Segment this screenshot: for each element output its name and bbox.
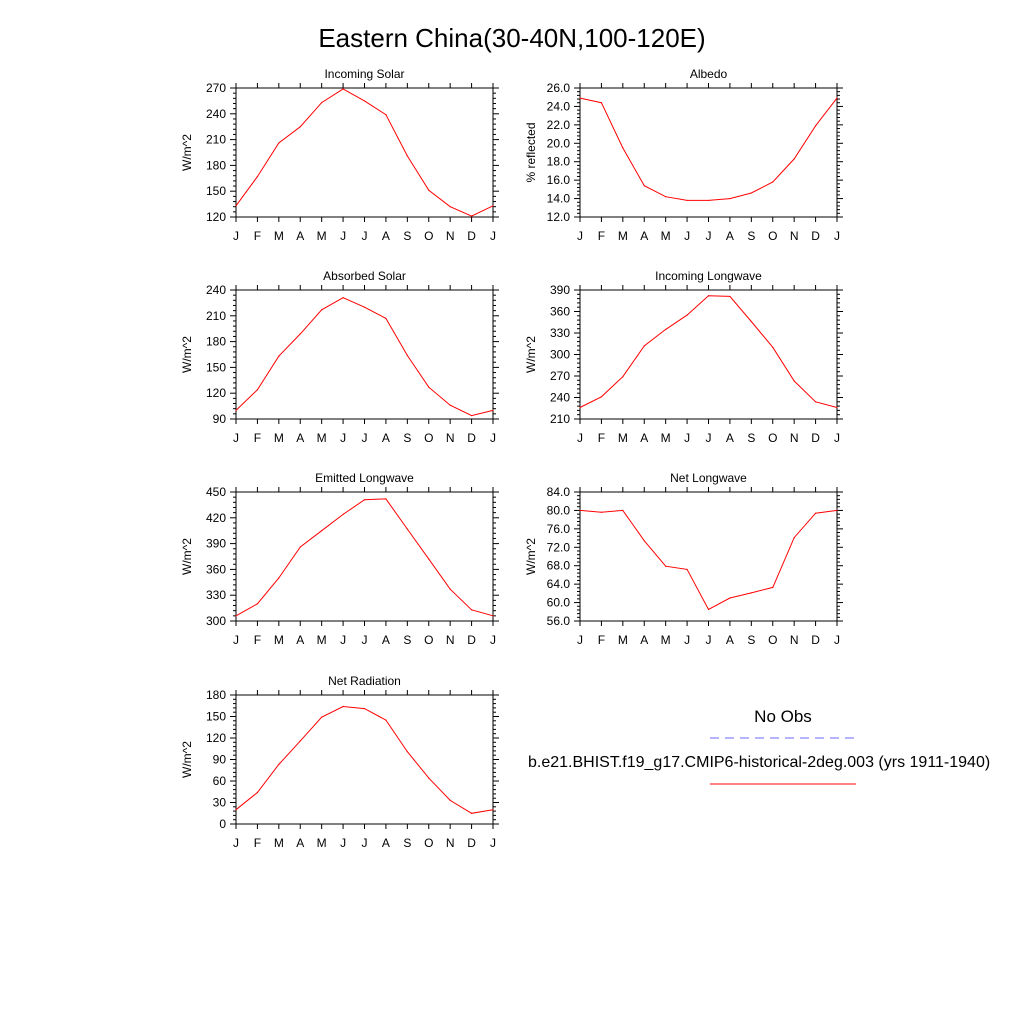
data-point [428,558,429,559]
x-tick-label: J [684,431,691,445]
series-line [236,499,493,616]
data-point [601,396,602,397]
data-point [579,98,580,99]
y-tick-label: 270 [205,81,226,95]
x-tick-label: J [361,633,368,647]
data-point [364,100,365,101]
x-tick-label: M [316,836,327,850]
x-tick-label: J [684,229,691,243]
x-tick-label: D [811,229,820,243]
data-point [300,333,301,334]
data-point [342,706,343,707]
data-point [235,615,236,616]
data-point [686,569,687,570]
y-tick-label: 180 [205,158,226,173]
y-tick-label: 360 [549,304,570,319]
panel-title: Absorbed Solar [323,269,406,283]
data-point [407,155,408,156]
x-tick-label: D [467,633,476,647]
x-tick-label: F [253,431,262,445]
x-tick-label: F [253,836,262,850]
x-tick-label: D [811,633,820,647]
x-tick-label: D [467,431,476,445]
data-point [364,708,365,709]
data-point [492,809,493,810]
data-point [471,415,472,416]
x-tick-label: M [273,229,284,243]
x-tick-label: J [490,431,496,445]
x-tick-label: F [253,633,262,647]
x-tick-label: O [768,633,778,647]
data-point [342,297,343,298]
data-point [751,592,752,593]
x-tick-label: M [316,633,327,647]
y-tick-label: 450 [205,485,226,499]
data-point [278,764,279,765]
y-tick-label: 150 [205,360,226,375]
y-tick-label: 60.0 [546,595,570,610]
x-tick-label: F [597,229,606,243]
data-point [492,410,493,411]
x-tick-label: A [381,431,390,445]
x-tick-label: A [725,431,734,445]
x-tick-label: J [340,229,347,243]
data-point [407,751,408,752]
data-point [450,405,451,406]
x-tick-label: J [361,836,368,850]
plot-frame [236,290,493,419]
data-point [257,792,258,793]
data-point [836,510,837,511]
data-point [492,205,493,206]
y-tick-label: 16.0 [546,173,570,188]
x-tick-label: O [424,431,434,445]
data-point [471,216,472,217]
x-tick-label: A [381,633,390,647]
data-point [729,597,730,598]
data-point [815,513,816,514]
panel-title: Incoming Solar [324,67,405,81]
legend-obs-label: No Obs [754,707,812,726]
y-tick-label: 270 [549,369,570,383]
data-point [342,514,343,515]
x-tick-label: N [445,836,455,850]
x-tick-label: N [789,431,799,445]
data-point [321,309,322,310]
data-point [601,102,602,103]
x-tick-label: J [361,229,368,243]
panel-title: Albedo [689,67,728,81]
series-line [580,296,837,408]
data-point [300,546,301,547]
x-tick-label: M [660,229,671,243]
y-tick-label: 330 [205,588,226,603]
x-tick-label: M [273,836,284,850]
panel-7 [180,674,499,850]
data-point [772,181,773,182]
panel-1 [180,67,499,243]
x-tick-label: F [253,229,262,243]
y-tick-label: 210 [205,308,226,323]
plot-frame [580,492,837,621]
y-tick-label: 20.0 [546,136,570,151]
data-point [708,200,709,201]
y-tick-label: 330 [549,326,570,340]
x-tick-label: A [296,836,305,850]
panel-4 [524,269,843,445]
panel-title: Net Radiation [328,674,401,688]
y-tick-label: 420 [205,510,226,525]
y-tick-label: 300 [549,347,570,362]
data-point [622,147,623,148]
y-tick-label: 84.0 [546,485,570,499]
y-tick-label: 120 [205,731,226,745]
panel-6 [524,471,843,647]
x-tick-label: J [490,229,496,243]
x-tick-label: A [725,229,734,243]
data-point [278,142,279,143]
data-point [407,355,408,356]
x-tick-label: D [467,836,476,850]
data-point [665,566,666,567]
data-point [450,206,451,207]
y-tick-label: 150 [205,709,226,724]
data-point [407,528,408,529]
x-tick-label: A [296,229,305,243]
y-axis-label: W/m^2 [524,538,538,575]
data-point [644,540,645,541]
panel-title: Incoming Longwave [655,269,762,283]
figure-title: Eastern China(30-40N,100-120E) [318,23,706,53]
x-tick-label: N [445,431,455,445]
data-point [686,200,687,201]
x-tick-label: A [296,633,305,647]
x-tick-label: A [296,431,305,445]
data-point [794,537,795,538]
data-point [708,295,709,296]
x-tick-label: J [490,836,496,850]
x-tick-label: J [834,431,840,445]
x-tick-label: S [747,633,756,647]
panel-title: Emitted Longwave [315,471,414,485]
series-line [236,89,493,216]
x-tick-label: J [233,836,239,850]
y-tick-label: 26.0 [546,81,570,95]
y-axis-label: W/m^2 [180,538,194,575]
data-point [772,347,773,348]
x-tick-label: M [617,229,628,243]
y-tick-label: 240 [205,283,226,297]
x-tick-label: J [233,229,239,243]
x-tick-label: J [834,633,840,647]
y-tick-label: 30 [212,795,226,810]
y-tick-label: 120 [205,210,226,224]
y-tick-label: 64.0 [546,577,570,592]
y-tick-label: 390 [549,283,570,297]
data-point [644,345,645,346]
data-point [385,719,386,720]
y-tick-label: 90 [212,752,226,767]
data-point [385,114,386,115]
panel-title: Net Longwave [670,471,747,485]
x-tick-label: M [273,633,284,647]
x-tick-label: F [597,633,606,647]
data-point [385,318,386,319]
x-tick-label: A [381,229,390,243]
plot-frame [236,88,493,217]
data-point [622,510,623,511]
x-tick-label: S [403,836,412,850]
data-point [364,499,365,500]
series-line [580,510,837,609]
y-tick-label: 210 [205,132,226,147]
data-point [471,813,472,814]
x-tick-label: J [834,229,840,243]
panel-5 [180,471,499,647]
x-tick-label: D [467,229,476,243]
data-point [751,321,752,322]
series-line [236,707,493,814]
x-tick-label: M [273,431,284,445]
x-tick-label: J [233,431,239,445]
x-tick-label: J [340,431,347,445]
y-tick-label: 80.0 [546,503,570,518]
y-tick-label: 360 [205,562,226,577]
data-point [729,198,730,199]
y-axis-label: W/m^2 [180,336,194,373]
data-point [278,577,279,578]
x-tick-label: N [789,633,799,647]
y-tick-label: 22.0 [546,117,570,132]
data-point [278,356,279,357]
y-tick-label: 180 [205,334,226,349]
data-point [321,717,322,718]
x-tick-label: M [660,431,671,445]
data-point [385,498,386,499]
x-tick-label: A [381,836,390,850]
x-tick-label: O [424,633,434,647]
panel-2 [524,67,843,243]
data-point [601,512,602,513]
data-point [751,192,752,193]
x-tick-label: M [316,229,327,243]
y-tick-label: 0 [219,817,226,831]
data-point [665,329,666,330]
data-point [450,800,451,801]
y-axis-label: W/m^2 [180,741,194,778]
data-point [257,176,258,177]
series-line [580,98,837,200]
data-point [579,407,580,408]
data-point [257,389,258,390]
x-tick-label: J [705,431,712,445]
data-point [836,407,837,408]
data-point [579,510,580,511]
x-tick-label: J [340,836,347,850]
x-tick-label: M [617,431,628,445]
y-tick-label: 240 [205,106,226,121]
data-point [450,589,451,590]
x-tick-label: F [597,431,606,445]
x-tick-label: S [403,229,412,243]
data-point [815,125,816,126]
data-point [772,587,773,588]
y-tick-label: 68.0 [546,558,570,573]
plot-frame [236,492,493,621]
x-tick-label: M [660,633,671,647]
y-axis-label: W/m^2 [524,336,538,373]
data-point [342,88,343,89]
series-line [236,298,493,416]
y-tick-label: 12.0 [546,210,570,224]
y-tick-label: 72.0 [546,540,570,555]
x-tick-label: J [340,633,347,647]
x-tick-label: N [789,229,799,243]
y-tick-label: 120 [205,386,226,401]
y-tick-label: 240 [549,390,570,405]
y-axis-label: % reflected [524,122,538,183]
y-tick-label: 60 [212,774,226,788]
data-point [471,609,472,610]
x-tick-label: A [640,633,649,647]
data-point [794,380,795,381]
data-point [321,102,322,103]
x-tick-label: S [403,431,412,445]
x-tick-label: D [811,431,820,445]
data-point [321,530,322,531]
panels [180,67,843,850]
y-tick-label: 90 [212,412,226,426]
y-tick-label: 180 [205,688,226,702]
panel-3 [180,269,499,445]
x-tick-label: J [233,633,239,647]
x-tick-label: S [403,633,412,647]
y-tick-label: 210 [549,412,570,426]
x-tick-label: M [617,633,628,647]
x-tick-label: S [747,229,756,243]
x-tick-label: J [361,431,368,445]
y-axis-label: W/m^2 [180,134,194,171]
plot-frame [580,290,837,419]
y-tick-label: 76.0 [546,521,570,536]
data-point [428,190,429,191]
legend [528,707,990,784]
x-tick-label: O [768,431,778,445]
x-tick-label: J [577,229,583,243]
x-tick-label: M [316,431,327,445]
x-tick-label: J [684,633,691,647]
x-tick-label: J [577,633,583,647]
data-point [235,410,236,411]
data-point [708,609,709,610]
data-point [300,740,301,741]
y-tick-label: 390 [205,536,226,551]
data-point [815,401,816,402]
y-tick-label: 18.0 [546,154,570,169]
x-tick-label: O [424,229,434,243]
data-point [235,205,236,206]
y-tick-label: 24.0 [546,99,570,114]
data-point [686,314,687,315]
x-tick-label: J [577,431,583,445]
x-tick-label: J [490,633,496,647]
data-point [794,158,795,159]
x-tick-label: N [445,229,455,243]
data-point [300,126,301,127]
data-point [836,98,837,99]
x-tick-label: J [705,229,712,243]
data-point [492,615,493,616]
y-tick-label: 14.0 [546,191,570,206]
data-point [364,307,365,308]
data-point [729,296,730,297]
x-tick-label: N [445,633,455,647]
data-point [235,809,236,810]
x-tick-label: A [725,633,734,647]
data-point [257,603,258,604]
data-point [622,376,623,377]
y-tick-label: 300 [205,614,226,628]
x-tick-label: A [640,229,649,243]
y-tick-label: 56.0 [546,614,570,628]
data-point [428,387,429,388]
x-tick-label: O [768,229,778,243]
data-point [665,196,666,197]
x-tick-label: A [640,431,649,445]
data-point [644,185,645,186]
x-tick-label: S [747,431,756,445]
legend-model-label: b.e21.BHIST.f19_g17.CMIP6-historical-2deg.003 (yrs 1911-1940) [528,754,991,771]
x-tick-label: O [424,836,434,850]
y-tick-label: 150 [205,184,226,199]
data-point [428,778,429,779]
x-tick-label: J [705,633,712,647]
plot-frame [236,695,493,824]
